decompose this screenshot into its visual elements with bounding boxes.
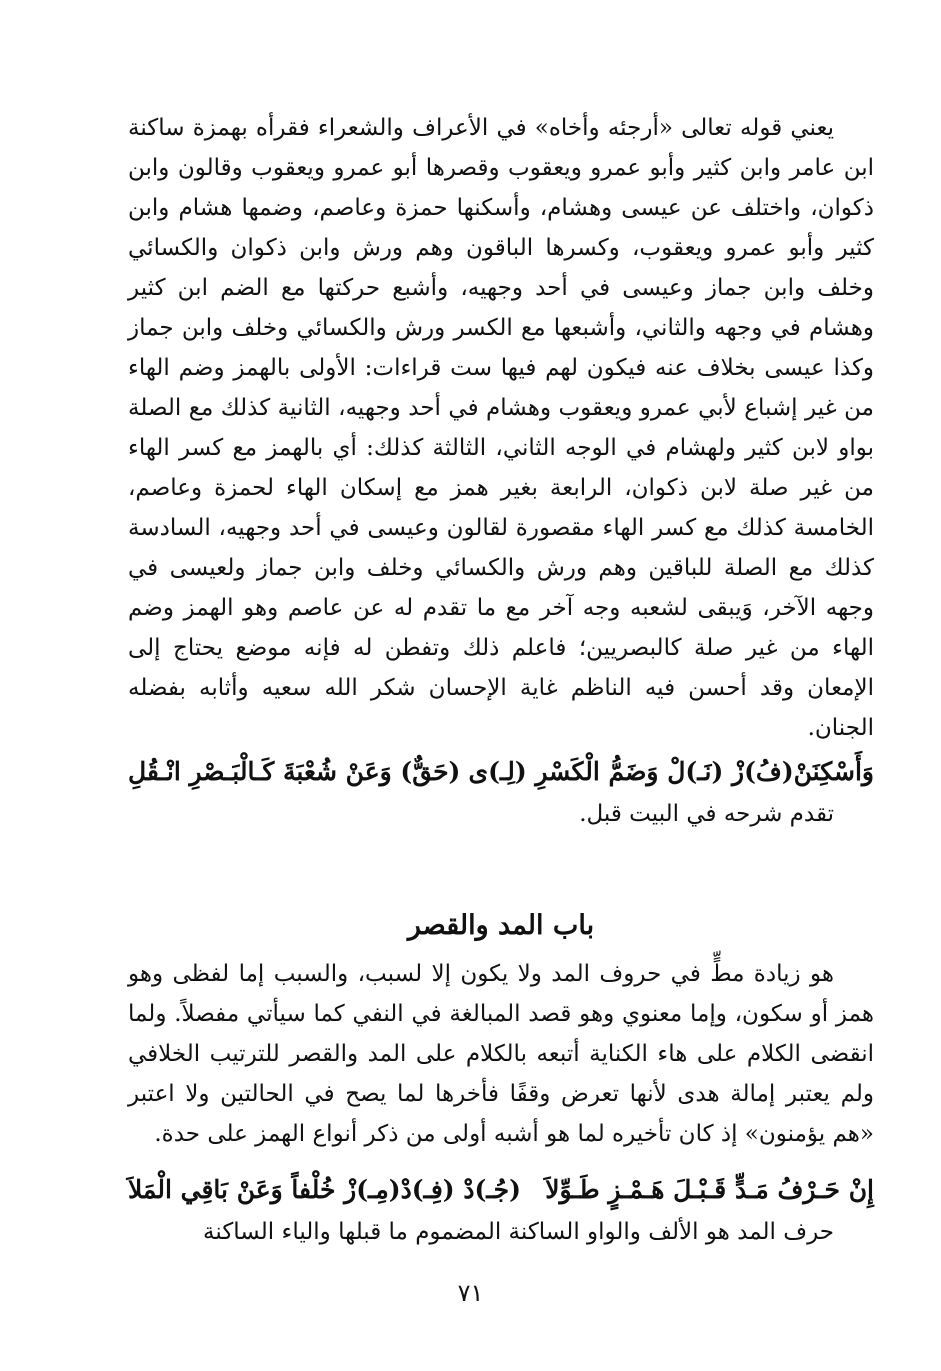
commentary-paragraph: يعني قوله تعالى «أرجئه وأخاه» في الأعراف والشعراء فقرأه بهمزة ساكنة ابن عامر وابن كثير وأبو عمرو ويعقوب وقصرها أبو عمرو ويعقوب وقالون وابن ذكوان، واختلف عن عيسى وهشام، وأسكنها حمزة وعاصم، وضمها هشام وابن كثير وأبو عمرو ويعقوب، وكسرها الباقون وهم ورش وابن ذكوان والكسائي وخلف وابن جماز وعيسى في أحد وجهيه، وأشبع حركتها مع الضم ابن كثير وهشام في وجهه والثاني، وأشبعها مع الكسر ورش والكسائي وخلف وابن جماز وكذا عيسى بخلاف عنه فيكون لهم فيها ست قراءات: الأولى بالهمز وضم الهاء من غير إشباع لأبي عمرو ويعقوب وهشام في أحد وجهيه، الثانية كذلك مع الصلة بواو لابن كثير ولهشام في الوجه الثاني، الثالثة كذلك: أي بالهمز مع كسر الهاء من غير صلة لابن ذكوان، الرابعة بغير همز مع إسكان الهاء لحمزة وعاصم، الخامسة كذلك مع كسر الهاء مقصورة لقالون وعيسى في أحد وجهيه، السادسة كذلك مع الصلة للباقين وهم ورش والكسائي وخلف وابن جماز ولعيسى في وجهه الآخر، وَيبقى لشعبه وجه آخر مع ما تقدم له عن عاصم وهو الهمز وضم الهاء من غير صلة كالبصريين؛ فاعلم ذلك وتفطن له فإنه موضع يحتاج إلى الإمعان وقد أحسن فيه الناظم غاية الإحسان شكر الله سعيه وأثابه بفضله الجنان.: [128, 115, 874, 741]
poem-verse-2: [128, 1168, 874, 1212]
page-content: [128, 108, 874, 1252]
verse-first-hemistich: إِنْ حَـرْفُ مَـدٍّ قَـبْـلَ هَـمْـزٍ طَـوِّلاَ: [545, 1175, 874, 1204]
verse-note: تقدم شرحه في البيت قبل.: [579, 801, 834, 827]
verse-second-hemistich: (جُـ)دْ (فِـ)دْ(مِـ)زْ خُلْفاً وَعَنْ بَاقِي الْمَلاَ: [128, 1175, 521, 1204]
verse-explanation-start: حرف المد هو الألف والواو الساكنة المضموم ما قبلها والياء الساكنة: [203, 1219, 834, 1245]
page-number: ٧١: [457, 1279, 484, 1307]
verse-first-hemistich: وَأَسْكِنَنْ(فُ)زْ (نَـ)لْ وَضَمُّ الْكَسْرِ (لِـ)ى: [468, 757, 874, 786]
chapter-heading: باب المد والقصر: [407, 910, 595, 941]
verse-second-hemistich: (حَقٌّ) وَعَنْ شُعْبَةَ كَـالْبَـصْرِ انْـقُلِ: [128, 757, 461, 786]
poem-verse: [128, 750, 874, 794]
chapter-intro-paragraph: هو زيادة مطٍّ في حروف المد ولا يكون إلا لسبب، والسبب إما لفظى وهو همز أو سكون، وإما معنوي وهو قصد المبالغة في النفي كما سيأتي مفصلاً. ولما انقضى الكلام على هاء الكناية أتبعه بالكلام على المد والقصر للترتيب الخلافي ولم يعتبر إمالة هدى لأنها تعرض وقفًا فأخرها لما يصح في الحالتين ولا اعتبر «هم يؤمنون» إذ كان تأخيره لما هو أشبه أولى من ذكر أنواع الهمز على حدة.: [128, 961, 874, 1147]
